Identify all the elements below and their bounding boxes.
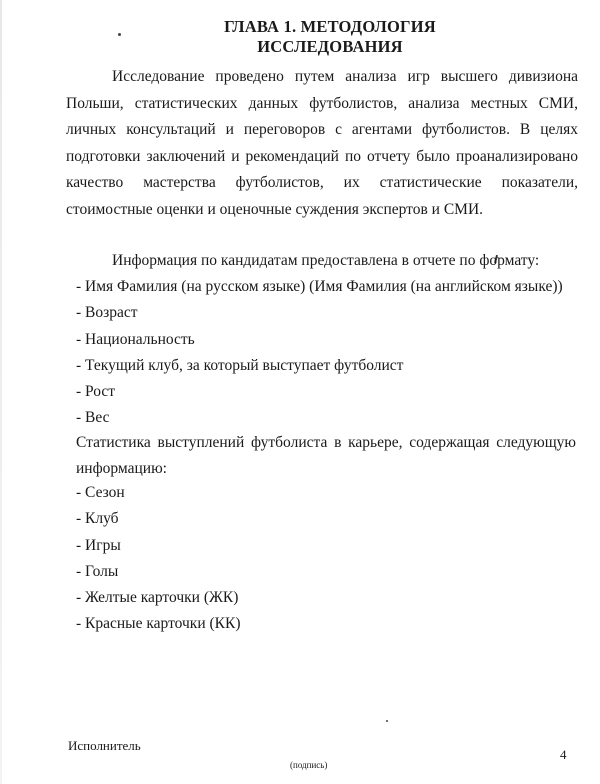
format-text: Информация по кандидатам предоставлена в отчете по формату: bbox=[112, 252, 540, 269]
list-item: - Клуб bbox=[76, 510, 119, 528]
list-item: - Рост bbox=[76, 383, 116, 401]
chapter-heading: ГЛАВА 1. МЕТОДОЛОГИЯ ИССЛЕДОВАНИЯ bbox=[224, 17, 436, 56]
list-item: - Вес bbox=[76, 409, 110, 427]
list-item: - Красные карточки (КК) bbox=[76, 615, 241, 633]
signature-caption: (подпись) bbox=[290, 760, 328, 770]
executor-label: Исполнитель bbox=[68, 738, 141, 753]
list-item: - Возраст bbox=[76, 304, 138, 322]
list-item: - Сезон bbox=[76, 484, 125, 501]
candidate-fields-list bbox=[76, 274, 576, 432]
list-item: - Голы bbox=[76, 562, 119, 580]
scan-speck bbox=[386, 720, 388, 722]
format-paragraph bbox=[66, 248, 578, 275]
stats-fields-list bbox=[76, 480, 576, 638]
list-item: - Желтые карточки (ЖК) bbox=[76, 589, 239, 607]
page-number: 4 bbox=[560, 747, 567, 762]
methodology-paragraph bbox=[66, 64, 578, 223]
stats-intro: Статистика выступлений футболиста в карьере, содержащая следующую информацию: bbox=[76, 434, 576, 477]
list-item: - Текущий клуб, за который выступает футболист bbox=[76, 356, 404, 374]
scan-speck bbox=[118, 33, 121, 36]
list-item: - Имя Фамилия (на русском языке) (Имя Фамилия (на английском языке)) bbox=[76, 278, 563, 295]
methodology-text: Исследование проведено путем анализа игр высшего дивизиона Польши, статистических данных футболистов, анализа местных СМИ, личных консультаций и переговоров с агентами футболистов. В целях подготовки заключений и рекомендаций по отчету было проанализировано качество мастерства футболистов, их статистические показатели, стоимостные оценки и оценочные суждения экспертов и СМИ. bbox=[66, 68, 578, 218]
scan-edge bbox=[0, 0, 2, 784]
list-item: - Игры bbox=[76, 536, 121, 554]
list-item: - Национальность bbox=[76, 330, 195, 348]
